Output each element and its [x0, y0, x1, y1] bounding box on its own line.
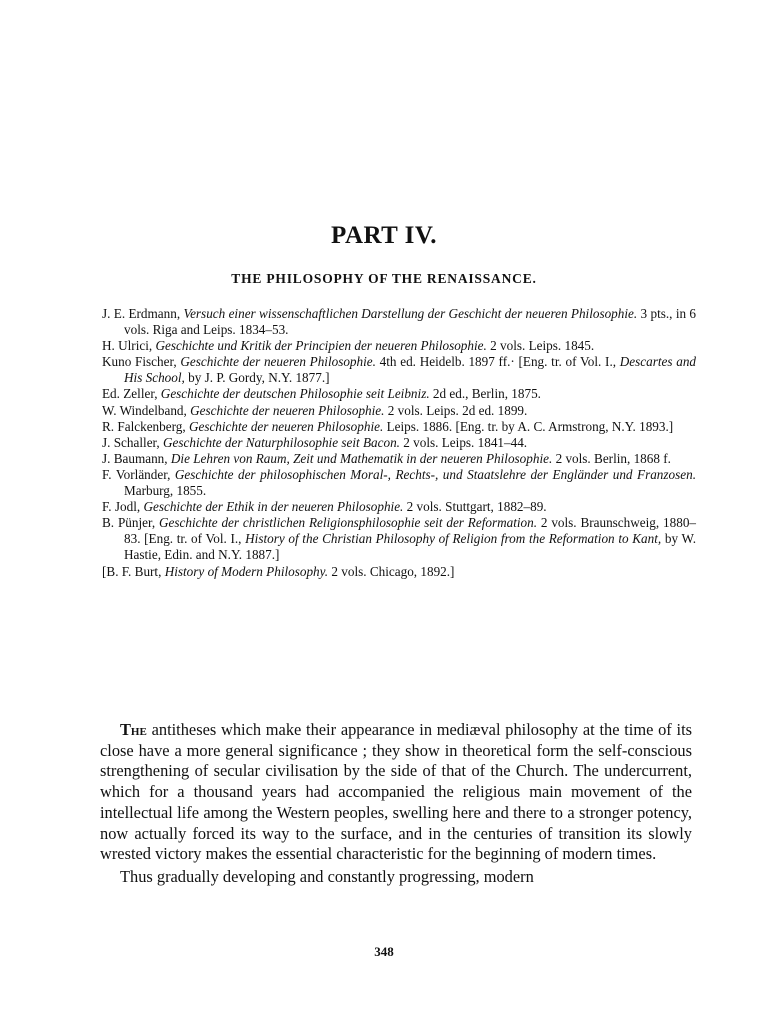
bibliography [102, 306, 696, 580]
bib-author: J. Baumann, [102, 450, 168, 466]
bib-author: Ed. Zeller, [102, 386, 158, 402]
bibliography-entry [102, 386, 696, 402]
bibliography-entry [102, 564, 696, 580]
paragraph [100, 867, 692, 888]
bib-details: Leips. 1886. [Eng. tr. by A. C. Armstrong, N.Y. 1893.] [386, 418, 674, 434]
bib-details: Marburg, 1855. [124, 483, 207, 499]
bib-details: 2 vols. Braunschweig, 1880–83. [124, 515, 697, 547]
paragraph-lead-word: The [120, 720, 147, 739]
bib-details: 2 vols. Leips. 1845. [490, 338, 595, 354]
bib-author: H. Ulrici, [102, 338, 153, 354]
bib-author: J. Schaller, [102, 434, 160, 450]
bib-title: Geschichte der deutschen Philosophie seit Leibniz. [160, 386, 430, 402]
bib-title: Geschichte der Ethik in der neueren Philosophie. [143, 499, 404, 515]
bibliography-entry [102, 499, 696, 515]
bibliography-entry [102, 419, 696, 435]
bibliography-entry [102, 451, 696, 467]
bib-author: W. Windelband, [102, 402, 187, 418]
bib-details: 2 vols. Leips. 1841–44. [403, 434, 528, 450]
bib-details: 4th ed. Heidelb. 1897 ff.· [379, 354, 515, 370]
bib-title: Geschichte der neueren Philosophie. [188, 418, 384, 434]
bib-translation-note: [Eng. tr. of Vol. I., [144, 531, 242, 547]
bibliography-entry [102, 435, 696, 451]
section-title: THE PHILOSOPHY OF THE RENAISSANCE. [231, 271, 537, 286]
bib-title: Die Lehren von Raum, Zeit und Mathematik in der neueren Philosophie. [170, 450, 553, 466]
bib-details: 2d ed., Berlin, 1875. [432, 386, 541, 402]
bibliography-entry [102, 515, 696, 563]
bib-title: Geschichte der neueren Philosophie. [180, 354, 376, 370]
bib-translation-note: [Eng. tr. of Vol. I., [518, 354, 617, 370]
bib-author: [B. F. Burt, [102, 563, 162, 579]
part-title: PART IV. [331, 222, 437, 249]
bib-author: F. Vorländer, [102, 466, 171, 482]
bib-details: 2 vols. Leips. 2d ed. 1899. [387, 402, 528, 418]
bib-translation-title: History of the Christian Philosophy of Religion from the Reformation to Kant, [245, 531, 662, 547]
body-text [100, 720, 692, 890]
bib-details: 3 pts., in 6 vols. Riga and Leips. 1834–53. [124, 306, 697, 338]
page-number: 348 [374, 944, 394, 959]
bib-author: Kuno Fischer, [102, 354, 177, 370]
bib-translation-details: by J. P. Gordy, N.Y. 1877.] [188, 370, 330, 386]
bib-author: R. Falckenberg, [102, 418, 186, 434]
bib-title: Geschichte der philosophischen Moral-, Rechts-, und Staatslehre der Engländer und Franzosen. [174, 466, 696, 482]
bib-author: F. Jodl, [102, 499, 141, 515]
bib-title: Geschichte der christlichen Religionsphilosophie seit der Reformation. [159, 515, 538, 531]
bibliography-entry [102, 403, 696, 419]
bib-details: 2 vols. Berlin, 1868 f. [555, 450, 671, 466]
bibliography-entry [102, 306, 696, 338]
bib-title: Geschichte der Naturphilosophie seit Bacon. [163, 434, 400, 450]
bib-title: History of Modern Philosophy. [164, 563, 329, 579]
bibliography-entry [102, 354, 696, 386]
bibliography-entry [102, 338, 696, 354]
bib-translation-title: Descartes and His School, [124, 354, 697, 386]
bib-translation-details: by W. Hastie, Edin. and N.Y. 1887.] [124, 531, 697, 563]
bib-details: 2 vols. Chicago, 1892.] [331, 563, 455, 579]
bibliography-entry [102, 467, 696, 499]
bib-title: Geschichte der neueren Philosophie. [190, 402, 385, 418]
paragraph [100, 720, 692, 865]
bib-details: 2 vols. Stuttgart, 1882–89. [406, 499, 547, 515]
bib-title: Geschichte und Kritik der Principien der neueren Philosophie. [155, 338, 487, 354]
bib-author: B. Pünjer, [102, 515, 156, 531]
bib-author: J. E. Erdmann, [102, 306, 181, 321]
bib-title: Versuch einer wissenschaftlichen Darstellung der Geschicht der neueren Philosophie. [183, 306, 638, 321]
paragraph-text: Thus gradually developing and constantly progressing, modern [120, 866, 534, 886]
paragraph-text: antitheses which make their appearance in mediæval philosophy at the time of its close have a more general significance ; they show in theoretical form the self-conscious strengthening of secular civilisation by the side of that of the Church. The undercurrent, which for a thousand years had accompanied the religious main movement of the intellectual life among the Western peoples, swelling here and there to a stronger potency, now actually forced its way to the surface, and in the centuries of transition its slowly wrested victory makes the essential characteristic for the beginning of modern times. [100, 720, 692, 864]
